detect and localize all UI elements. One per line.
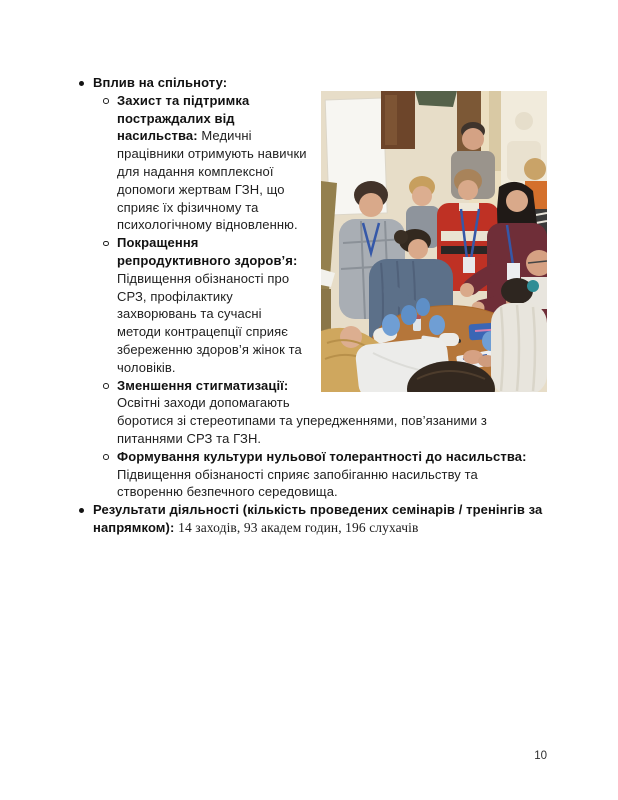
list-item-text	[93, 75, 227, 90]
list-item-stigma	[96, 377, 547, 448]
circle-bullet-icon	[103, 383, 109, 389]
circle-bullet-icon	[103, 241, 109, 247]
item-lead-bold: Формування культури нульової толерантності до насильства:	[117, 448, 527, 464]
item-lead-bold: Захист та підтримка постраждалих від насильства:	[117, 92, 250, 144]
list-item-protection	[96, 92, 547, 234]
item-body-text: Освітні заходи допомагають боротися зі стереотипами та упередженнями, пов’язаними з питаннями СРЗ та ГЗН.	[117, 395, 487, 446]
page-number: 10	[534, 750, 547, 762]
list-item-text	[117, 449, 527, 500]
item-lead-bold: Покращення репродуктивного здоров’я:	[117, 235, 298, 268]
bullet-icon	[79, 508, 84, 513]
impact-sublist	[96, 92, 547, 501]
circle-bullet-icon	[103, 454, 109, 460]
list-item-text	[117, 235, 302, 375]
list-item-results	[72, 501, 547, 537]
impact-title: Вплив на спільноту:	[93, 75, 228, 90]
circle-bullet-icon	[103, 98, 109, 104]
results-stats-text: 14 заходів, 93 академ годин, 196 слухачів	[178, 519, 419, 535]
list-item-zero-tolerance	[96, 448, 547, 501]
impact-list	[72, 74, 547, 537]
item-body-text: Підвищення обізнаності про СРЗ, профілактику захворювань та сучасні методи контрацепції сприяє збереженню здоров’я жінок та чоловіків.	[117, 270, 302, 375]
item-body-text: Медичні працівники отримують навички для надання комплексної допомоги жертвам ГЗН, що сприяє їх фізичному та психологічному відновленню.	[117, 128, 307, 233]
list-item-impact	[72, 74, 547, 501]
item-lead-bold: Зменшення стигматизації:	[117, 377, 289, 393]
list-item-text	[117, 93, 307, 233]
results-lead-bold: Результати діяльності (кількість проведених семінарів / тренінгів за напрямком):	[93, 502, 543, 535]
list-item-reproductive-health	[96, 234, 547, 376]
list-item-text	[117, 378, 487, 446]
item-body-text: Підвищення обізнаності сприяє запобіганню насильству та створенню безпечного середовища.	[117, 466, 478, 500]
bullet-icon	[79, 81, 84, 86]
list-item-text	[93, 502, 542, 535]
